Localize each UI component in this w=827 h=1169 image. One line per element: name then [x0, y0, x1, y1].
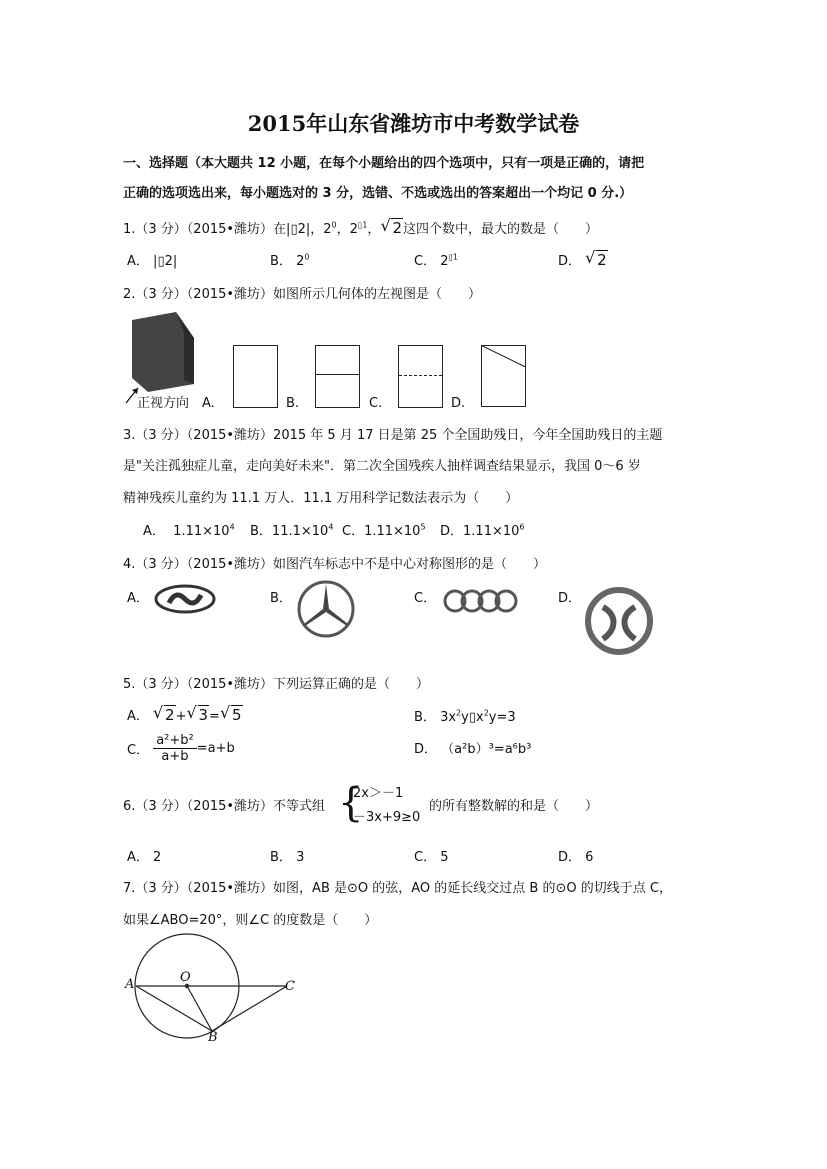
q6-option-a: A． 2 [127, 850, 162, 865]
section-heading-line2: 正确的选项选出来，每小题选对的 3 分，选错、不选或选出的答案超出一个均记 0 分.） [123, 186, 633, 201]
q3-option-a: A． $1.11\times 10^4$ [143, 522, 235, 539]
q1-option-d: D． √ 2 [558, 250, 608, 269]
q1-tail: 这四个数中，最大的数是（ ） [402, 222, 598, 237]
q4-option-b: B． [270, 591, 292, 606]
hyundai-logo-icon [153, 583, 217, 615]
q2-option-b: B. [286, 396, 300, 411]
q2-figure-a [233, 345, 278, 408]
point-label-b: B [208, 1030, 218, 1045]
audi-logo-icon [441, 588, 523, 614]
arrow-label: 正视方向 [137, 396, 190, 411]
section-heading-line1: 一、选择题（本大题共 12 小题，在每个小题给出的四个选项中，只有一项是正确的，请把 [123, 156, 645, 171]
question-3-line2: 是"关注孤独症儿童，走向美好未来"．第二次全国残疾人抽样调查结果显示，我国 0～6 岁 [123, 459, 641, 474]
q4-option-a: A． [127, 591, 149, 606]
question-2: 2.（3 分）（2015•潍坊）如图所示几何体的左视图是（ ） [123, 287, 482, 302]
question-3-line1: 3.（3 分）（2015•潍坊）2015 年 5 月 17 日是第 25 个全国助残日，今年全国助残日的主题 [123, 428, 663, 443]
missing-glyph: ▯ [357, 220, 363, 230]
question-1: 1.（3 分）（2015•潍坊）在|▯2|，$2^0$，$2^{▯1}$，√ 2这四个数中，最大的数是（ ） [123, 218, 598, 237]
q3-option-b: B．$11.1\times 10^4$ [250, 522, 334, 539]
q3-option-d: D．$1.11\times 10^6$ [440, 522, 525, 539]
q6-option-b: B． 3 [270, 850, 305, 865]
q2-figure-c [398, 345, 443, 408]
question-3-line3: 精神残疾儿童约为 11.1 万人．11.1 万用科学记数法表示为（ ） [123, 491, 519, 506]
question-6-tail: 的所有整数解的和是（ ） [429, 799, 599, 814]
q4-option-c: C． [414, 591, 437, 606]
q5-option-c: C． $\frac{\text{a²+b²}}{a+b}$ =a+b [127, 733, 235, 764]
q1-option-b: B． $2^0$ [270, 252, 310, 269]
q5-option-a: A． √ 2+√ 3=√ 5 [127, 705, 243, 724]
question-6-prefix: 6.（3 分）（2015•潍坊）不等式组 [123, 799, 326, 814]
question-5: 5.（3 分）（2015•潍坊）下列运算正确的是（ ） [123, 677, 430, 692]
q2-figure-d [481, 345, 527, 408]
q1-sup-0: 0 [331, 220, 337, 230]
missing-glyph: ▯ [290, 222, 298, 237]
point-label-a: A [125, 977, 135, 992]
q2-option-a: A. [202, 396, 215, 411]
question-7-line1: 7.（3 分）（2015•潍坊）如图，AB 是⊙O 的弦，AO 的延长线交过点 B 的⊙O 的切线于点 C， [123, 881, 672, 896]
question-7-line2: 如果∠ABO=20°，则∠C 的度数是（ ） [123, 913, 378, 928]
q3-option-c: C．$1.11\times 10^5$ [342, 522, 426, 539]
q1-sep2: ，2 [336, 222, 358, 237]
mercedes-logo-icon [295, 578, 357, 640]
q2-option-c: C. [369, 396, 383, 411]
point-label-c: C [285, 979, 295, 994]
inequality-1: 2x＞－1 [353, 786, 404, 801]
q6-option-c: C． 5 [414, 850, 449, 865]
inequality-2: －3x+9≥0 [353, 810, 421, 825]
dongfeng-logo-icon [583, 585, 655, 657]
q1-prefix: 1.（3 分）（2015•潍坊）在| [123, 222, 291, 237]
q1-option-a: A． |▯2| [127, 254, 178, 269]
q5-option-d: D． （a²b）³=a⁶b³ [414, 742, 532, 757]
page-title: 2015年山东省潍坊市中考数学试卷 [247, 111, 580, 136]
q1-sup-1: 1 [362, 220, 368, 230]
q1-option-c: C． $2^{▯1}$ [414, 252, 458, 269]
q1-sqrt: √ 2 [380, 219, 403, 237]
q5-option-b: B． $3x^2y▯x^2y=3$ [414, 708, 516, 725]
system-brace: { [338, 780, 364, 826]
q1-sep1: 2|，2 [297, 222, 332, 237]
question-4: 4.（3 分）（2015•潍坊）如图汽车标志中不是中心对称图形的是（ ） [123, 557, 547, 572]
q2-figure-b [315, 345, 360, 408]
q6-option-d: D． 6 [558, 850, 594, 865]
q4-option-d: D． [558, 591, 582, 606]
point-label-o: O [180, 970, 191, 985]
q2-option-d: D. [451, 396, 466, 411]
